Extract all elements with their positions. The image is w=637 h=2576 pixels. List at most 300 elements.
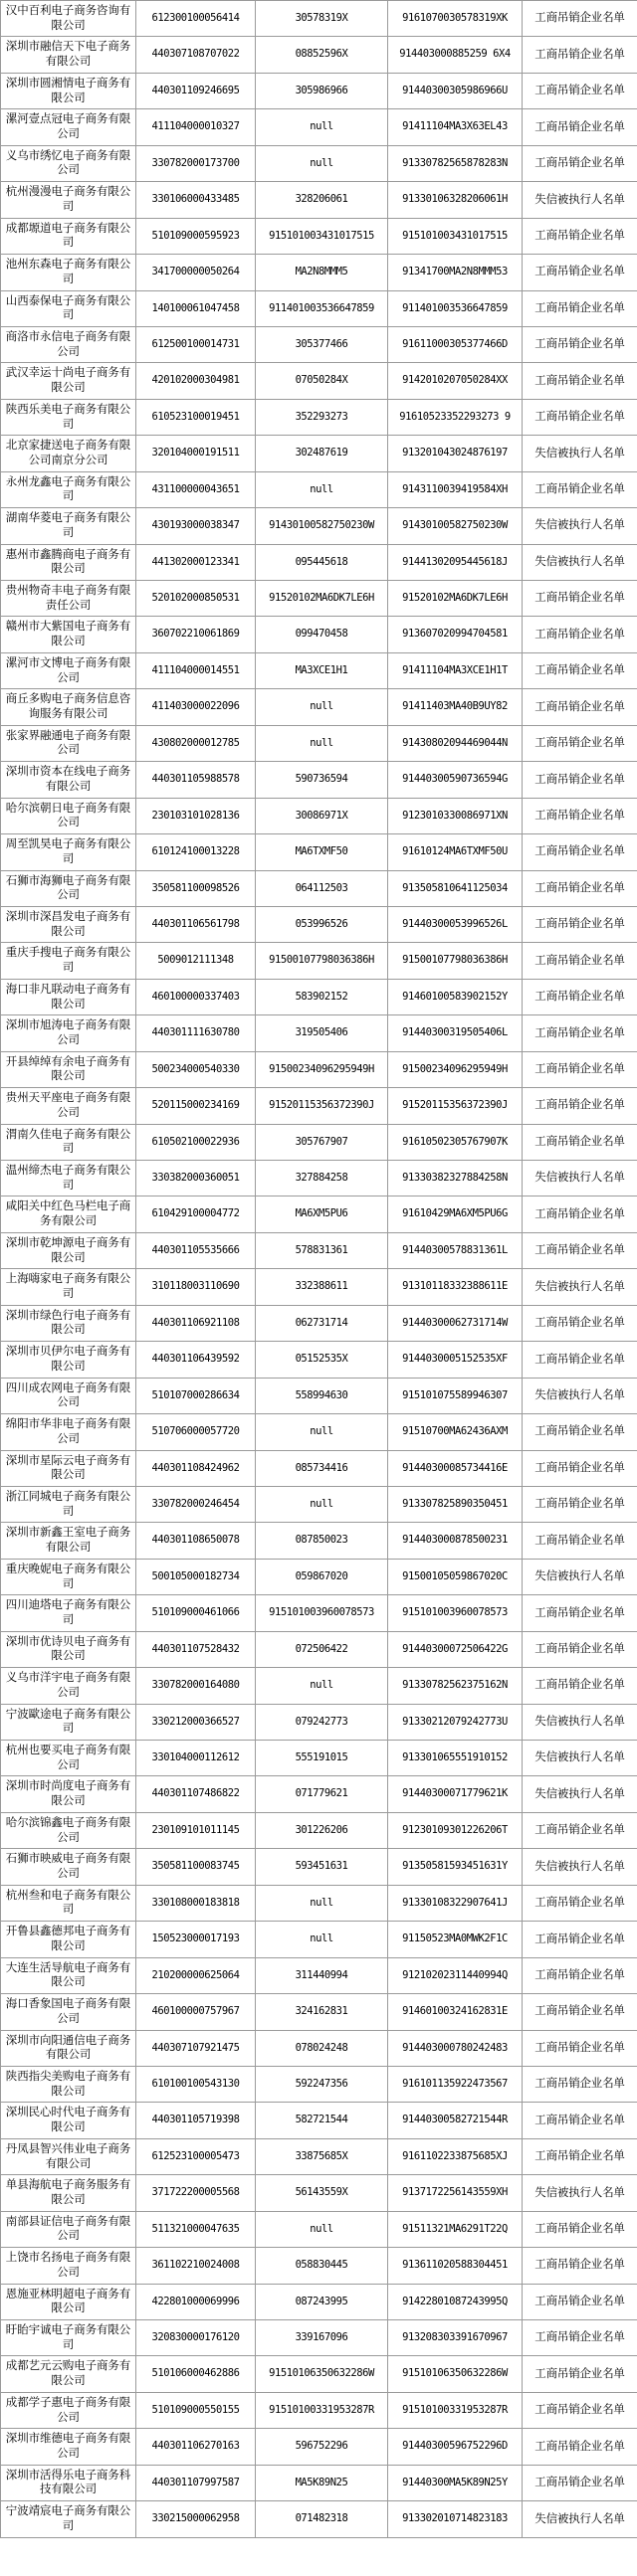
table-row [1,1812,637,1848]
unified-social-credit-code-cell: 91350581593451631Y [388,1849,523,1885]
table-row [1,1885,637,1921]
table-row [1,37,637,73]
company-name-cell: 盱眙宇诚电子商务有限公司 [1,2320,136,2356]
list-type-cell: 失信被执行人名单 [523,1704,637,1740]
list-type-cell: 失信被执行人名单 [523,1559,637,1594]
registration-number-cell: 520115000234169 [136,1088,256,1124]
organization-code-cell: 593451631 [256,1849,388,1885]
table-row [1,1269,637,1305]
organization-code-cell: 087850023 [256,1523,388,1559]
unified-social-credit-code-cell: 915101075589946307 [388,1378,523,1413]
company-name-cell: 大连生活导航电子商务有限公司 [1,1957,136,1993]
company-name-cell: 义乌市绣忆电子商务有限公司 [1,145,136,181]
organization-code-cell: 305986966 [256,73,388,108]
organization-code-cell: 915101003960078573 [256,1595,388,1631]
company-name-cell: 张家界融通电子商务有限公司 [1,725,136,761]
unified-social-credit-code-cell: 91440300062731714W [388,1305,523,1341]
company-name-cell: 杭州漫漫电子商务有限公司 [1,182,136,218]
unified-social-credit-code-cell: 91440300319505406L [388,1015,523,1051]
list-type-cell: 工商吊销企业名单 [523,2392,637,2428]
unified-social-credit-code-cell: 913607020994704581 [388,617,523,652]
list-type-cell: 工商吊销企业名单 [523,979,637,1014]
registration-number-cell: 330382000360051 [136,1161,256,1196]
table-row [1,2356,637,2392]
table-row [1,1124,637,1160]
list-type-cell: 工商吊销企业名单 [523,73,637,108]
registration-number-cell: 440301106439592 [136,1342,256,1378]
table-row [1,326,637,362]
organization-code-cell: 592247356 [256,2066,388,2102]
table-row [1,1196,637,1232]
organization-code-cell: 915101003431017515 [256,218,388,254]
table-row [1,725,637,761]
table-row [1,1414,637,1450]
list-type-cell: 工商吊销企业名单 [523,109,637,145]
table-row [1,363,637,399]
company-name-cell: 上海嗨家电子商务有限公司 [1,1269,136,1305]
registration-number-cell: 510107000286634 [136,1378,256,1413]
company-name-cell: 商洛市永信电子商务有限公司 [1,326,136,362]
registration-number-cell: 350581100098526 [136,870,256,906]
unified-social-credit-code-cell: 91310118332388611E [388,1269,523,1305]
table-row [1,979,637,1014]
company-name-cell: 四川成农网电子商务有限公司 [1,1378,136,1413]
unified-social-credit-code-cell: 91500105059867020C [388,1559,523,1594]
organization-code-cell: 095445618 [256,544,388,580]
registration-number-cell: 411104000010327 [136,109,256,145]
table-row [1,2211,637,2247]
company-name-cell: 惠州市鑫腾商电子商务有限公司 [1,544,136,580]
registration-number-cell: 510109000461066 [136,1595,256,1631]
organization-code-cell: 558994630 [256,1378,388,1413]
unified-social-credit-code-cell: 91520102MA6DK7LE6H [388,581,523,617]
table-row [1,1631,637,1667]
organization-code-cell: 078024248 [256,2030,388,2066]
table-row [1,1741,637,1776]
registration-number-cell: 440301111630780 [136,1015,256,1051]
company-name-cell: 深圳市新鑫王室电子商务有限公司 [1,1523,136,1559]
company-name-cell: 湖南华菱电子商务有限公司 [1,508,136,544]
registration-number-cell: 430802000012785 [136,725,256,761]
unified-social-credit-code-cell: 913611020588304451 [388,2248,523,2284]
unified-social-credit-code-cell: 91430802094469044N [388,725,523,761]
registration-number-cell: 510106000462886 [136,2356,256,2392]
unified-social-credit-code-cell: 913201043024876197 [388,436,523,471]
company-name-cell: 哈尔滨朝日电子商务有限公司 [1,798,136,833]
list-type-cell: 工商吊销企业名单 [523,145,637,181]
organization-code-cell: 072506422 [256,1631,388,1667]
table-row [1,1051,637,1087]
table-row [1,2030,637,2066]
registration-number-cell: 330782000164080 [136,1668,256,1704]
registration-number-cell: 440307108707022 [136,37,256,73]
organization-code-cell: 302487619 [256,436,388,471]
unified-social-credit-code-cell: 9161102233875685XJ [388,2138,523,2174]
organization-code-cell: null [256,1414,388,1450]
registration-number-cell: 440301109246695 [136,73,256,108]
unified-social-credit-code-cell: 91411104MA3X63EL43 [388,109,523,145]
company-name-cell: 杭州也要买电子商务有限公司 [1,1741,136,1776]
unified-social-credit-code-cell: 91460100324162831E [388,1994,523,2030]
company-name-cell: 深圳市资本在线电子商务有限公司 [1,762,136,798]
organization-code-cell: null [256,1885,388,1921]
company-name-cell: 武汉幸运十尚电子商务有限公司 [1,363,136,399]
company-name-cell: 重庆手搜电子商务有限公司 [1,943,136,979]
registration-number-cell: 612500100014731 [136,326,256,362]
registration-number-cell: 150523000017193 [136,1922,256,1957]
company-name-cell: 开县绰绰有余电子商务有限公司 [1,1051,136,1087]
company-name-cell: 深圳市乾坤源电子商务有限公司 [1,1232,136,1268]
list-type-cell: 失信被执行人名单 [523,508,637,544]
list-type-cell: 工商吊销企业名单 [523,798,637,833]
unified-social-credit-code-cell: 913302010714823183 [388,2501,523,2537]
unified-social-credit-code-cell: 91440300305986966U [388,73,523,108]
company-name-cell: 商丘多购电子商务信息咨询服务有限公司 [1,689,136,725]
company-name-cell: 海口非凡联动电子商务有限公司 [1,979,136,1014]
company-name-cell: 北京家捷送电子商务有限公司南京分公司 [1,436,136,471]
unified-social-credit-code-cell: 914403000878500231 [388,1523,523,1559]
table-row [1,182,637,218]
registration-number-cell: 431100000043651 [136,471,256,507]
organization-code-cell: MA6XM5PU6 [256,1196,388,1232]
list-type-cell: 工商吊销企业名单 [523,471,637,507]
table-row [1,2248,637,2284]
unified-social-credit-code-cell: 91341700MA2N8MMM53 [388,255,523,290]
unified-social-credit-code-cell: 91411104MA3XCE1H1T [388,652,523,688]
table-row [1,906,637,942]
unified-social-credit-code-cell: 91510106350632286W [388,2356,523,2392]
list-type-cell: 工商吊销企业名单 [523,2030,637,2066]
table-row [1,1595,637,1631]
registration-number-cell: 440301107528432 [136,1631,256,1667]
company-name-cell: 海口香象国电子商务有限公司 [1,1994,136,2030]
organization-code-cell: 099470458 [256,617,388,652]
registration-number-cell: 330782000246454 [136,1486,256,1522]
organization-code-cell: 332388611 [256,1269,388,1305]
organization-code-cell: 91500107798036386H [256,943,388,979]
registration-number-cell: 310118003110690 [136,1269,256,1305]
unified-social-credit-code-cell: 91611000305377466D [388,326,523,362]
unified-social-credit-code-cell: 915101003431017515 [388,218,523,254]
table-row [1,1232,637,1268]
company-name-cell: 哈尔滨锦鑫电子商务有限公司 [1,1812,136,1848]
company-name-cell: 深圳市深昌发电子商务有限公司 [1,906,136,942]
registration-number-cell: 371722200005568 [136,2175,256,2211]
organization-code-cell: 339167096 [256,2320,388,2356]
table-row [1,798,637,833]
list-type-cell: 工商吊销企业名单 [523,326,637,362]
registration-number-cell: 230103101028136 [136,798,256,833]
organization-code-cell: 327884258 [256,1161,388,1196]
organization-code-cell: null [256,1486,388,1522]
unified-social-credit-code-cell: 9123010330086971XN [388,798,523,833]
registration-number-cell: 612300100056414 [136,1,256,37]
organization-code-cell: 578831361 [256,1232,388,1268]
list-type-cell: 失信被执行人名单 [523,544,637,580]
table-row [1,2066,637,2102]
company-name-cell: 山西泰保电子商务有限公司 [1,290,136,326]
table-row [1,290,637,326]
registration-number-cell: 330108000183818 [136,1885,256,1921]
list-type-cell: 工商吊销企业名单 [523,1668,637,1704]
organization-code-cell: 33875685X [256,2138,388,2174]
list-type-cell: 工商吊销企业名单 [523,652,637,688]
list-type-cell: 失信被执行人名单 [523,1741,637,1776]
organization-code-cell: 324162831 [256,1994,388,2030]
list-type-cell: 工商吊销企业名单 [523,218,637,254]
company-name-cell: 南部县证信电子商务有限公司 [1,2211,136,2247]
organization-code-cell: 91500234096295949H [256,1051,388,1087]
list-type-cell: 工商吊销企业名单 [523,689,637,725]
organization-code-cell: 08852596X [256,37,388,73]
organization-code-cell: 079242773 [256,1704,388,1740]
company-name-cell: 义乌市洋宇电子商务有限公司 [1,1668,136,1704]
list-type-cell: 工商吊销企业名单 [523,1342,637,1378]
unified-social-credit-code-cell: 91330782562375162N [388,1668,523,1704]
unified-social-credit-code-cell: 914403000780242483 [388,2030,523,2066]
organization-code-cell: 087243995 [256,2284,388,2319]
registration-number-cell: 440307107921475 [136,2030,256,2066]
list-type-cell: 工商吊销企业名单 [523,1124,637,1160]
company-name-cell: 深圳市时尚度电子商务有限公司 [1,1776,136,1812]
unified-social-credit-code-cell: 91610523352293273 9 [388,399,523,435]
list-type-cell: 工商吊销企业名单 [523,1305,637,1341]
list-type-cell: 工商吊销企业名单 [523,1232,637,1268]
company-name-cell: 深圳市活得乐电子商务科技有限公司 [1,2465,136,2500]
organization-code-cell: 91510106350632286W [256,2356,388,2392]
table-row [1,1957,637,1993]
registration-number-cell: 350581100083745 [136,1849,256,1885]
company-name-cell: 深圳市融信天下电子商务有限公司 [1,37,136,73]
organization-code-cell: 305377466 [256,326,388,362]
company-name-cell: 温州缔杰电子商务有限公司 [1,1161,136,1196]
company-name-cell: 赣州市大紫国电子商务有限公司 [1,617,136,652]
organization-code-cell: 301226206 [256,1812,388,1848]
company-name-cell: 成都学子惠电子商务有限公司 [1,2392,136,2428]
list-type-cell: 工商吊销企业名单 [523,1,637,37]
company-name-cell: 深圳市维德电子商务有限公司 [1,2429,136,2465]
company-name-cell: 池州东森电子商务有限公司 [1,255,136,290]
list-type-cell: 工商吊销企业名单 [523,2138,637,2174]
table-row [1,1704,637,1740]
organization-code-cell: 30086971X [256,798,388,833]
unified-social-credit-code-cell: 91500107798036386H [388,943,523,979]
organization-code-cell: null [256,2211,388,2247]
list-type-cell: 工商吊销企业名单 [523,834,637,870]
unified-social-credit-code-cell: 9143110039419584XH [388,471,523,507]
unified-social-credit-code-cell: 91330108322907641J [388,1885,523,1921]
organization-code-cell: 305767907 [256,1124,388,1160]
company-name-cell: 成都塬道电子商务有限公司 [1,218,136,254]
unified-social-credit-code-cell: 9144030005152535XF [388,1342,523,1378]
list-type-cell: 失信被执行人名单 [523,182,637,218]
table-row [1,218,637,254]
unified-social-credit-code-cell: 91440300085734416E [388,1450,523,1486]
organization-code-cell: 590736594 [256,762,388,798]
table-row [1,870,637,906]
organization-code-cell: MA2N8MMM5 [256,255,388,290]
table-row [1,2320,637,2356]
organization-code-cell: 582721544 [256,2103,388,2138]
list-type-cell: 工商吊销企业名单 [523,1088,637,1124]
unified-social-credit-code-cell: 91411403MA40B9UY82 [388,689,523,725]
company-name-cell: 深圳市优诗贝电子商务有限公司 [1,1631,136,1667]
table-row [1,2392,637,2428]
organization-code-cell: 91430100582750230W [256,508,388,544]
company-name-cell: 深圳民心时代电子商务有限公司 [1,2103,136,2138]
table-row [1,1668,637,1704]
registration-number-cell: 520102000850531 [136,581,256,617]
list-type-cell: 工商吊销企业名单 [523,2066,637,2102]
organization-code-cell: 91510100331953287R [256,2392,388,2428]
company-name-cell: 深圳市贝伊尔电子商务有限公司 [1,1342,136,1378]
registration-number-cell: 411104000014551 [136,652,256,688]
registration-number-cell: 440301107486822 [136,1776,256,1812]
registration-number-cell: 320104000191511 [136,436,256,471]
list-type-cell: 工商吊销企业名单 [523,1631,637,1667]
unified-social-credit-code-cell: 91210202311440994Q [388,1957,523,1993]
table-row [1,1088,637,1124]
list-type-cell: 工商吊销企业名单 [523,290,637,326]
unified-social-credit-code-cell: 911401003536647859 [388,290,523,326]
registration-number-cell: 361102210024008 [136,2248,256,2284]
registration-number-cell: 422801000069996 [136,2284,256,2319]
table-row [1,1559,637,1594]
table-row [1,2138,637,2174]
unified-social-credit-code-cell: 913505810641125034 [388,870,523,906]
organization-code-cell: 328206061 [256,182,388,218]
unified-social-credit-code-cell: 91422801087243995Q [388,2284,523,2319]
list-type-cell: 工商吊销企业名单 [523,1523,637,1559]
registration-number-cell: 320830000176120 [136,2320,256,2356]
table-row [1,1305,637,1341]
organization-code-cell: null [256,471,388,507]
registration-number-cell: 330782000173700 [136,145,256,181]
registration-number-cell: 440301107997587 [136,2465,256,2500]
unified-social-credit-code-cell: 91440300578831361L [388,1232,523,1268]
company-name-cell: 深圳市向阳通信电子商务有限公司 [1,2030,136,2066]
unified-social-credit-code-cell: 91440300072506422G [388,1631,523,1667]
company-name-cell: 丹凤县智兴伟业电子商务有限公司 [1,2138,136,2174]
organization-code-cell: 56143559X [256,2175,388,2211]
table-row [1,1486,637,1522]
unified-social-credit-code-cell: 91440300596752296D [388,2429,523,2465]
organization-code-cell: 062731714 [256,1305,388,1341]
registration-number-cell: 330106000433485 [136,182,256,218]
company-name-cell: 宁波歐途电子商务有限公司 [1,1704,136,1740]
table-row [1,73,637,108]
company-name-cell: 深圳市绿色行电子商务有限公司 [1,1305,136,1341]
organization-code-cell: 583902152 [256,979,388,1014]
unified-social-credit-code-cell: 9137172256143559XH [388,2175,523,2211]
company-name-cell: 漯河壹点冠电子商务有限公司 [1,109,136,145]
table-row [1,581,637,617]
registration-number-cell: 230109101011145 [136,1812,256,1848]
list-type-cell: 失信被执行人名单 [523,2501,637,2537]
list-type-cell: 工商吊销企业名单 [523,255,637,290]
organization-code-cell: 053996526 [256,906,388,942]
registration-number-cell: 330212000366527 [136,1704,256,1740]
unified-social-credit-code-cell: 915101003960078573 [388,1595,523,1631]
list-type-cell: 工商吊销企业名单 [523,1922,637,1957]
registration-number-cell: 460100000337403 [136,979,256,1014]
list-type-cell: 工商吊销企业名单 [523,581,637,617]
company-name-cell: 陕西乐美电子商务有限公司 [1,399,136,435]
unified-social-credit-code-cell: 91460100583902152Y [388,979,523,1014]
company-name-cell: 成都艺元云购电子商务有限公司 [1,2356,136,2392]
unified-social-credit-code-cell: 9161070030578319XK [388,1,523,37]
organization-code-cell: 319505406 [256,1015,388,1051]
list-type-cell: 工商吊销企业名单 [523,37,637,73]
unified-social-credit-code-cell: 91500234096295949H [388,1051,523,1087]
unified-social-credit-code-cell: 91440300582721544R [388,2103,523,2138]
table-row [1,436,637,471]
unified-social-credit-code-cell: 91150523MA0MWK2F1C [388,1922,523,1957]
list-type-cell: 工商吊销企业名单 [523,363,637,399]
registration-number-cell: 612523100005473 [136,2138,256,2174]
table-row [1,109,637,145]
organization-code-cell: 059867020 [256,1559,388,1594]
registration-number-cell: 460100000757967 [136,1994,256,2030]
list-type-cell: 工商吊销企业名单 [523,2284,637,2319]
table-body [1,1,637,2538]
organization-code-cell: null [256,109,388,145]
list-type-cell: 工商吊销企业名单 [523,1812,637,1848]
company-name-cell: 咸阳关中红色马栏电子商务有限公司 [1,1196,136,1232]
registration-number-cell: 440301106270163 [136,2429,256,2465]
unified-social-credit-code-cell: 91510700MA62436AXM [388,1414,523,1450]
company-name-cell: 贵州天平座电子商务有限公司 [1,1088,136,1124]
company-name-cell: 深圳市圆湘情电子商务有限公司 [1,73,136,108]
table-row [1,1378,637,1413]
unified-social-credit-code-cell: 913208303391670967 [388,2320,523,2356]
unified-social-credit-code-cell: 91610429MA6XM5PU6G [388,1196,523,1232]
table-row [1,2465,637,2500]
table-row [1,1,637,37]
list-type-cell: 工商吊销企业名单 [523,1486,637,1522]
organization-code-cell: 07050284X [256,363,388,399]
company-name-cell: 汉中百利电子商务咨询有限公司 [1,1,136,37]
registration-number-cell: 511321000047635 [136,2211,256,2247]
registration-number-cell: 430193000038347 [136,508,256,544]
table-row [1,762,637,798]
unified-social-credit-code-cell: 91440300MA5K89N25Y [388,2465,523,2500]
table-row [1,1523,637,1559]
table-row [1,652,637,688]
list-type-cell: 失信被执行人名单 [523,436,637,471]
unified-social-credit-code-cell: 9142010207050284XX [388,363,523,399]
organization-code-cell: 085734416 [256,1450,388,1486]
company-name-cell: 漯河市文博电子商务有限公司 [1,652,136,688]
table-row [1,471,637,507]
registration-number-cell: 510109000550155 [136,2392,256,2428]
organization-code-cell: 911401003536647859 [256,290,388,326]
unified-social-credit-code-cell: 91430100582750230W [388,508,523,544]
registration-number-cell: 440301105535666 [136,1232,256,1268]
table-row [1,1994,637,2030]
registration-number-cell: 330104000112612 [136,1741,256,1776]
company-name-cell: 单县海航电子商务服务有限公司 [1,2175,136,2211]
organization-code-cell: null [256,725,388,761]
list-type-cell: 失信被执行人名单 [523,1269,637,1305]
table-row [1,2429,637,2465]
registration-number-cell: 610124100013228 [136,834,256,870]
list-type-cell: 失信被执行人名单 [523,2175,637,2211]
table-row [1,1342,637,1378]
list-type-cell: 失信被执行人名单 [523,1161,637,1196]
unified-social-credit-code-cell: 914403000885259 6X4 [388,37,523,73]
table-row [1,617,637,652]
